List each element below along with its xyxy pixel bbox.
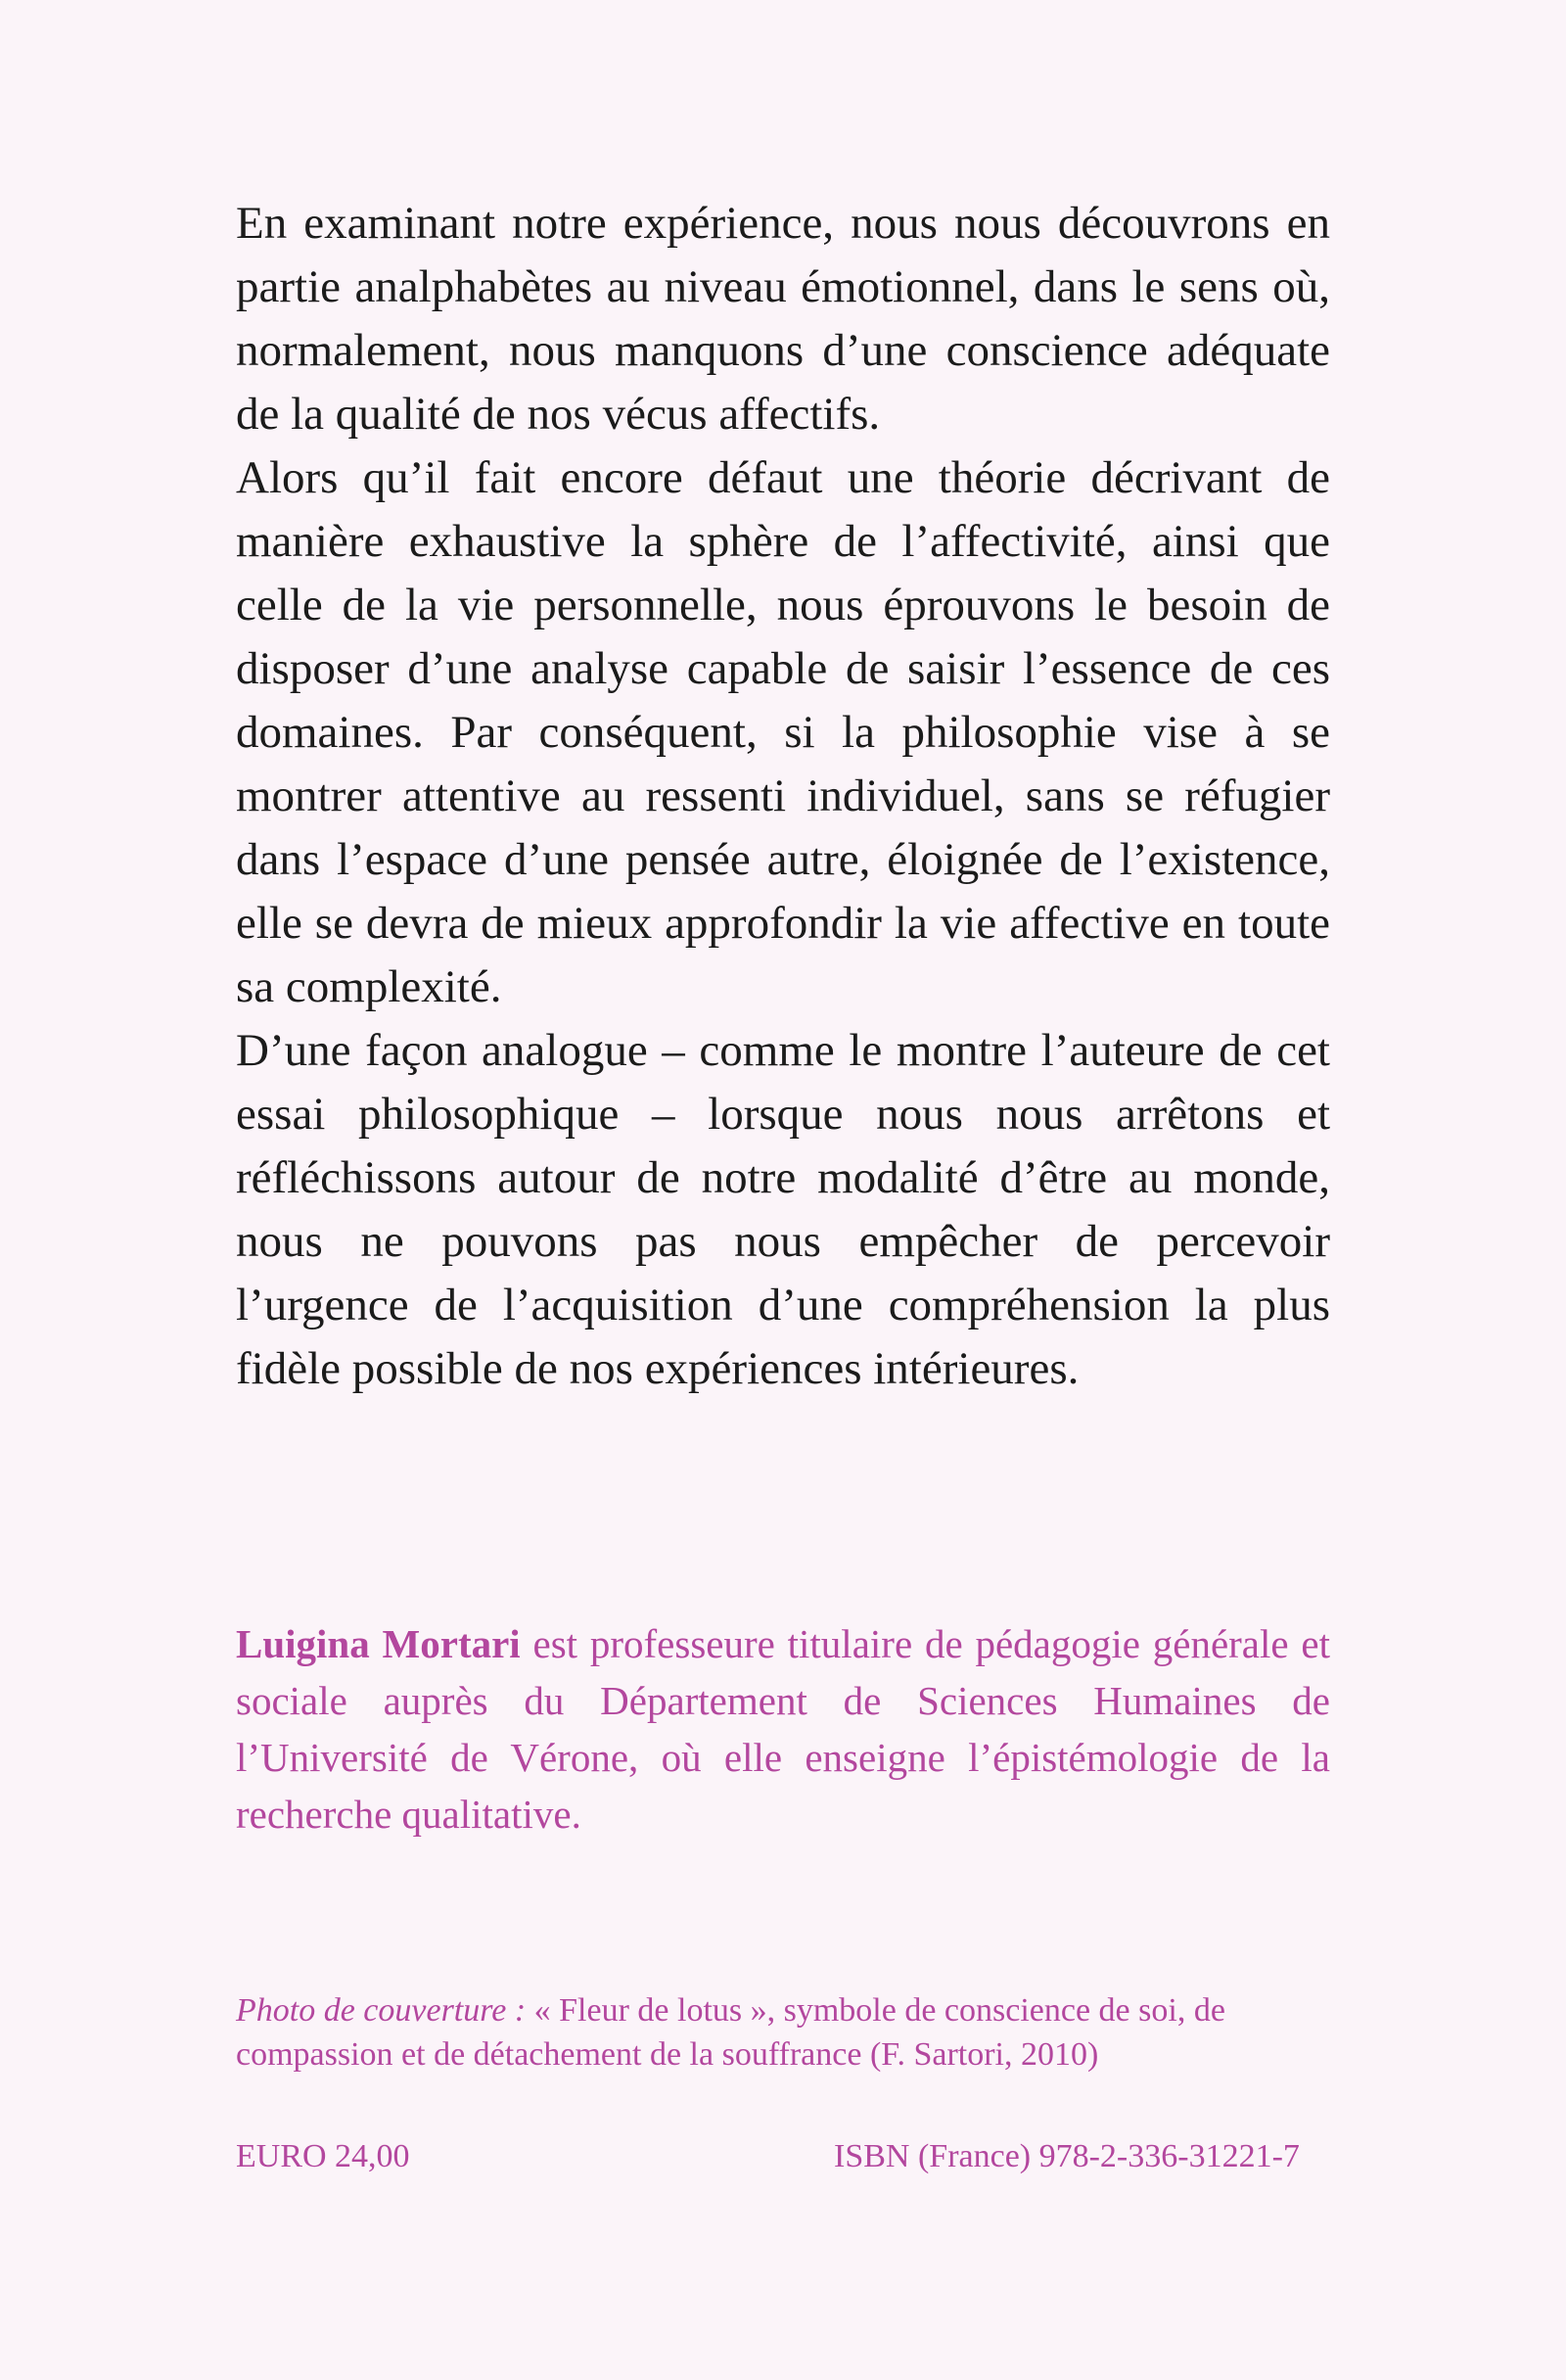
isbn: ISBN (France) 978-2-336-31221-7	[834, 2138, 1300, 2174]
author-name: Luigina Mortari	[236, 1621, 521, 1666]
blurb-paragraph-1: En examinant notre expérience, nous nous découvrons en partie analphabètes au niveau émotionnel, dans le sens où, normalement, nous manquons d’une conscience adéquate de la qualité de nos vécus affectifs.	[236, 198, 1330, 440]
price: EURO 24,00	[236, 2138, 410, 2174]
author-bio-text: est professeure titulaire de pédagogie générale et sociale auprès du Département de Sciences Humaines de l’Université de Vérone, où elle enseigne l’épistémologie de la recherche qualitative.	[236, 1621, 1330, 1837]
blurb-paragraph-2: Alors qu’il fait encore défaut une théorie décrivant de manière exhaustive la sphère de l’affectivité, ainsi que celle de la vie personnelle, nous éprouvons le besoin de disposer d’une analyse capable de saisir l’essence de ces domaines. Par conséquent, si la philosophie vise à se montrer attentive au ressenti individuel, sans se réfugier dans l’espace d’une pensée autre, éloignée de l’existence, elle se devra de mieux approfondir la vie affective en toute sa complexité.	[236, 452, 1330, 1012]
blurb-paragraph-3: D’une façon analogue – comme le montre l’auteure de cet essai philosophique – lorsque nous nous arrêtons et réfléchissons autour de notre modalité d’être au monde, nous ne pouvons pas nous empêcher de percevoir l’urgence de l’acquisition d’une compréhension la plus fidèle possible de nos expériences intérieures.	[236, 1025, 1330, 1394]
blurb-text	[236, 192, 1330, 1401]
photo-credit-text: « Fleur de lotus », symbole de conscience de soi, de compassion et de détachement de la souffrance (F. Sartori, 2010)	[236, 1992, 1225, 2073]
author-bio	[236, 1615, 1330, 1843]
photo-credit	[236, 1988, 1342, 2077]
photo-credit-label: Photo de couverture :	[236, 1992, 527, 2029]
